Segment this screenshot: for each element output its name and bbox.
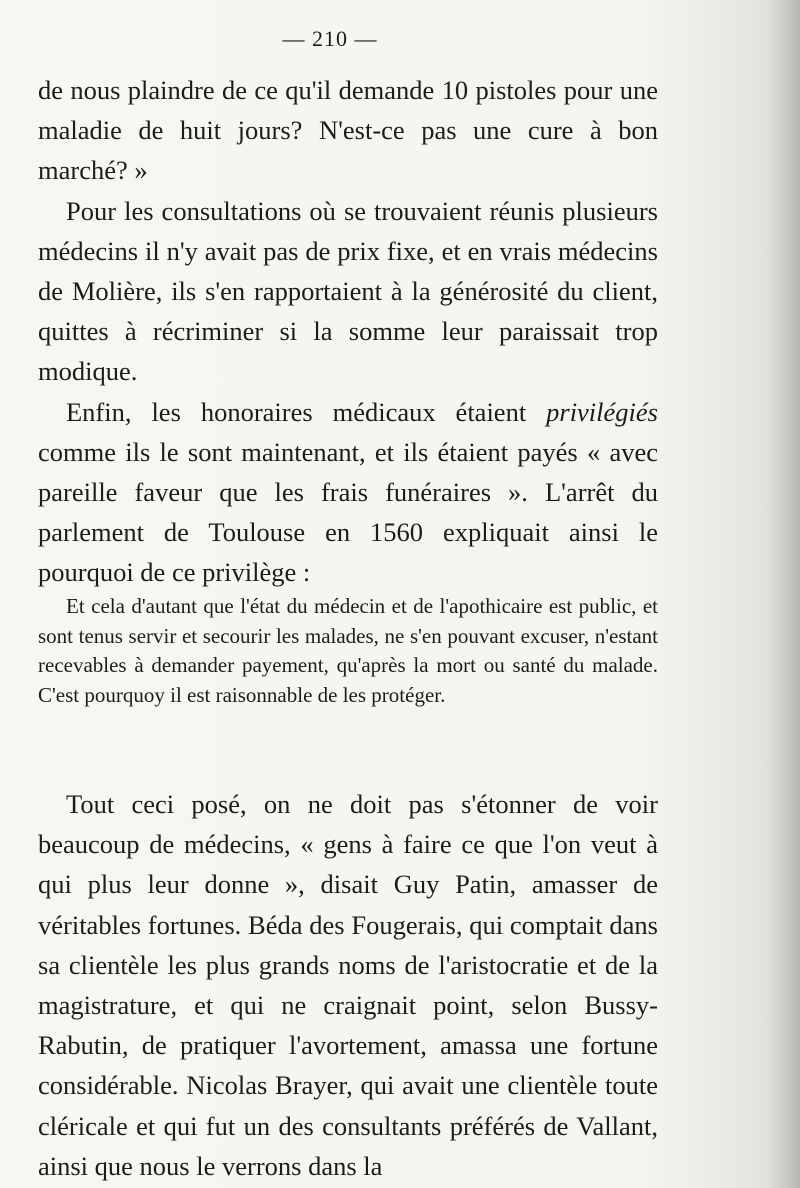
paragraph-privileges-lead: Enfin, les honoraires médicaux étaient bbox=[66, 396, 547, 427]
text-block-bottom bbox=[38, 784, 658, 1186]
quote-text: Et cela d'autant que l'état du médecin et de l'apothicaire est public, et sont tenus servir et secourir les malades, ne s'en pouvant excuser, n'estant recevables à demander payement, qu'après la mort ou santé du malade. C'est pourquoy il est raisonnable de les protéger. bbox=[38, 594, 658, 707]
paragraph-privileges-rest: comme ils le sont maintenant, et ils étaient payés « avec pareille faveur que les frais funéraires ». L'arrêt du parlement de Toulouse en 1560 expliquait ainsi le pourquoi de ce privilège : bbox=[38, 436, 658, 588]
text-block-top bbox=[38, 70, 658, 593]
italic-word-privilegies: privilégiés bbox=[546, 396, 658, 427]
page-number: — 210 — bbox=[282, 26, 378, 51]
paragraph-consultations: Pour les consultations où se trouvaient réunis plusieurs médecins il n'y avait pas de prix fixe, et en vrais médecins de Molière, ils s'en rapportaient à la générosité du client, quittes à récriminer si la somme leur paraissait trop modique. bbox=[38, 195, 658, 387]
page-edge-shadow bbox=[766, 0, 800, 1188]
block-quote bbox=[38, 592, 658, 710]
paragraph-continuation: de nous plaindre de ce qu'il demande 10 pistoles pour une maladie de huit jours? N'est-ce pas une cure à bon marché? » bbox=[38, 75, 658, 186]
paragraph-privileges bbox=[38, 392, 658, 593]
paragraph-fortunes: Tout ceci posé, on ne doit pas s'étonner de voir beaucoup de médecins, « gens à faire ce que l'on veut à qui plus leur donne », disait Guy Patin, amasser de véritables fortunes. Béda des Fougerais, qui comptait dans sa clientèle les plus grands noms de l'aristocratie et de la magistrature, et qui ne craignait point, selon Bussy-Rabutin, de pratiquer l'avortement, amassa une fortune considérable. Nicolas Brayer, qui avait une clientèle toute cléricale et qui fut un des consultants préférés de Vallant, ainsi que nous le verrons dans la bbox=[38, 789, 658, 1181]
